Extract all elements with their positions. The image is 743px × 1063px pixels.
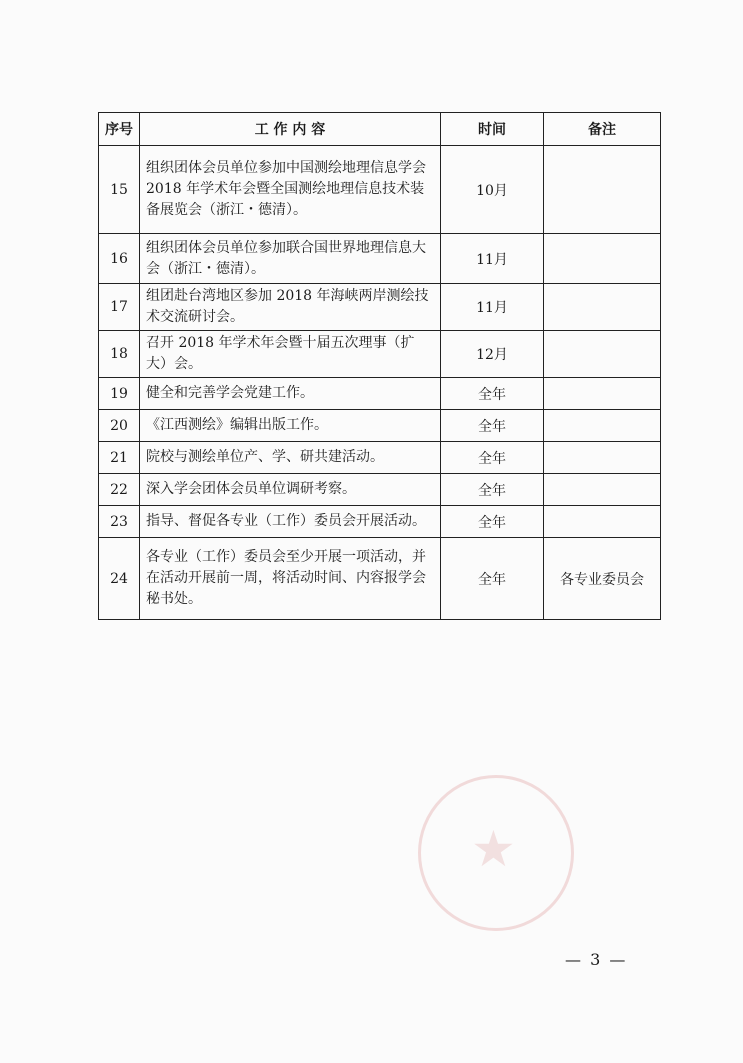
table-row	[99, 234, 661, 284]
row-no: 23	[99, 506, 140, 538]
header-time: 时间	[441, 113, 544, 146]
row-time: 全年	[441, 506, 544, 538]
table-row	[99, 506, 661, 538]
row-note	[544, 146, 661, 234]
table-row	[99, 474, 661, 506]
row-note	[544, 284, 661, 331]
row-time: 全年	[441, 442, 544, 474]
row-time: 12月	[441, 331, 544, 378]
row-time: 10月	[441, 146, 544, 234]
row-no: 22	[99, 474, 140, 506]
table-row	[99, 146, 661, 234]
row-content: 《江西测绘》编辑出版工作。	[140, 410, 441, 442]
header-note: 备注	[544, 113, 661, 146]
row-note	[544, 234, 661, 284]
row-note	[544, 506, 661, 538]
row-note	[544, 474, 661, 506]
row-content: 组织团体会员单位参加中国测绘地理信息学会 2018 年学术年会暨全国测绘地理信息技术装备展览会（浙江・德清）。	[140, 146, 441, 234]
table-row	[99, 378, 661, 410]
header-content: 工 作 内 容	[140, 113, 441, 146]
row-content: 组团赴台湾地区参加 2018 年海峡两岸测绘技术交流研讨会。	[140, 284, 441, 331]
table-row	[99, 538, 661, 620]
work-schedule-table	[98, 112, 661, 620]
table-row	[99, 442, 661, 474]
row-content: 健全和完善学会党建工作。	[140, 378, 441, 410]
header-no: 序号	[99, 113, 140, 146]
row-no: 15	[99, 146, 140, 234]
table-row	[99, 331, 661, 378]
row-content: 院校与测绘单位产、学、研共建活动。	[140, 442, 441, 474]
table-row	[99, 284, 661, 331]
row-time: 11月	[441, 284, 544, 331]
row-content: 各专业（工作）委员会至少开展一项活动，并在活动开展前一周，将活动时间、内容报学会秘书处。	[140, 538, 441, 620]
table-row	[99, 410, 661, 442]
row-no: 18	[99, 331, 140, 378]
row-note	[544, 410, 661, 442]
row-content: 指导、督促各专业（工作）委员会开展活动。	[140, 506, 441, 538]
row-no: 24	[99, 538, 140, 620]
row-no: 20	[99, 410, 140, 442]
row-content: 组织团体会员单位参加联合国世界地理信息大会（浙江・德清）。	[140, 234, 441, 284]
row-no: 17	[99, 284, 140, 331]
row-no: 19	[99, 378, 140, 410]
row-note	[544, 442, 661, 474]
faint-seal-stamp	[418, 775, 574, 931]
row-time: 全年	[441, 410, 544, 442]
row-time: 11月	[441, 234, 544, 284]
row-note	[544, 331, 661, 378]
row-no: 21	[99, 442, 140, 474]
page-number: — 3 —	[565, 950, 628, 969]
row-content: 深入学会团体会员单位调研考察。	[140, 474, 441, 506]
row-note	[544, 378, 661, 410]
row-no: 16	[99, 234, 140, 284]
row-time: 全年	[441, 474, 544, 506]
row-time: 全年	[441, 378, 544, 410]
row-content: 召开 2018 年学术年会暨十届五次理事（扩大）会。	[140, 331, 441, 378]
row-time: 全年	[441, 538, 544, 620]
row-note: 各专业委员会	[544, 538, 661, 620]
table-header-row	[99, 113, 661, 146]
